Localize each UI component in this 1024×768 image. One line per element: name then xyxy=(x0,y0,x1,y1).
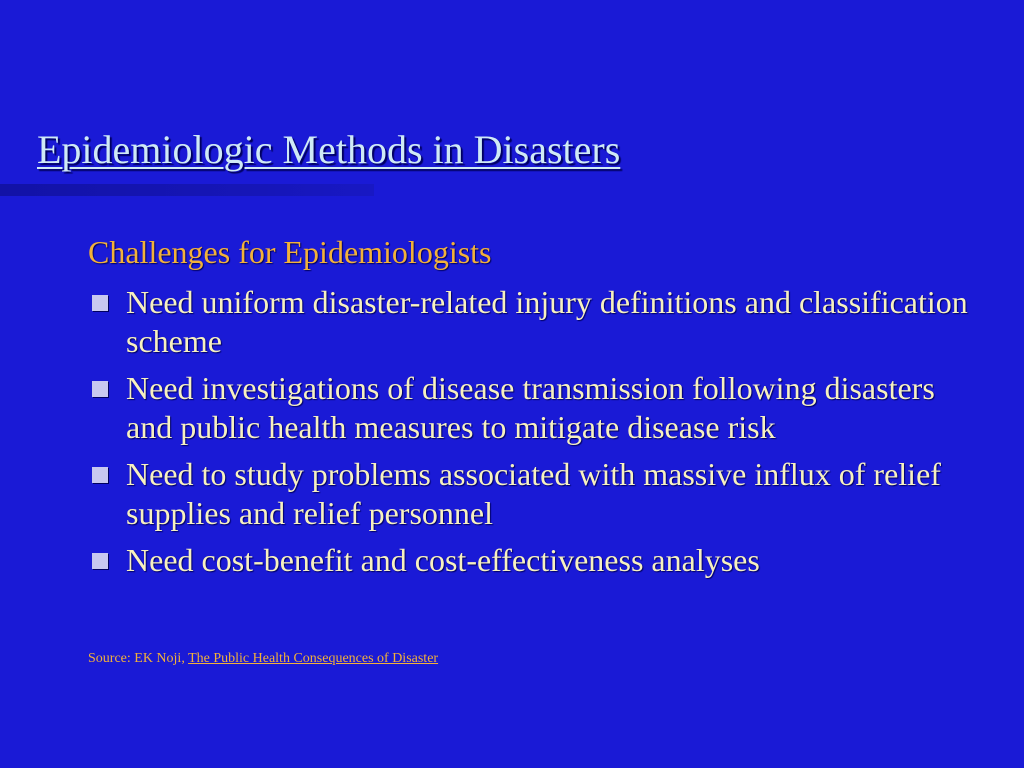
source-link[interactable]: The Public Health Consequences of Disaster xyxy=(188,651,439,666)
slide-title: Epidemiologic Methods in Disasters xyxy=(37,127,621,172)
bullet-text: Need cost-benefit and cost-effectiveness analyses xyxy=(126,542,760,578)
title-divider-bar xyxy=(0,184,374,196)
bullet-item xyxy=(88,283,988,360)
square-bullet-icon xyxy=(92,553,108,569)
square-bullet-icon xyxy=(92,381,108,397)
bullet-text: Need to study problems associated with massive influx of relief supplies and relief personnel xyxy=(126,456,941,531)
bullet-text: Need investigations of disease transmission following disasters and public health measures to mitigate disease risk xyxy=(126,370,935,445)
square-bullet-icon xyxy=(92,467,108,483)
bullet-item xyxy=(88,455,988,532)
bullet-text: Need uniform disaster-related injury definitions and classification scheme xyxy=(126,284,968,359)
source-citation xyxy=(88,650,438,668)
bullet-item xyxy=(88,369,988,446)
source-prefix: Source: EK Noji, xyxy=(88,651,189,666)
slide-subtitle: Challenges for Epidemiologists xyxy=(88,234,492,270)
bullet-item xyxy=(88,541,988,580)
square-bullet-icon xyxy=(92,295,108,311)
bullet-list xyxy=(88,283,988,589)
